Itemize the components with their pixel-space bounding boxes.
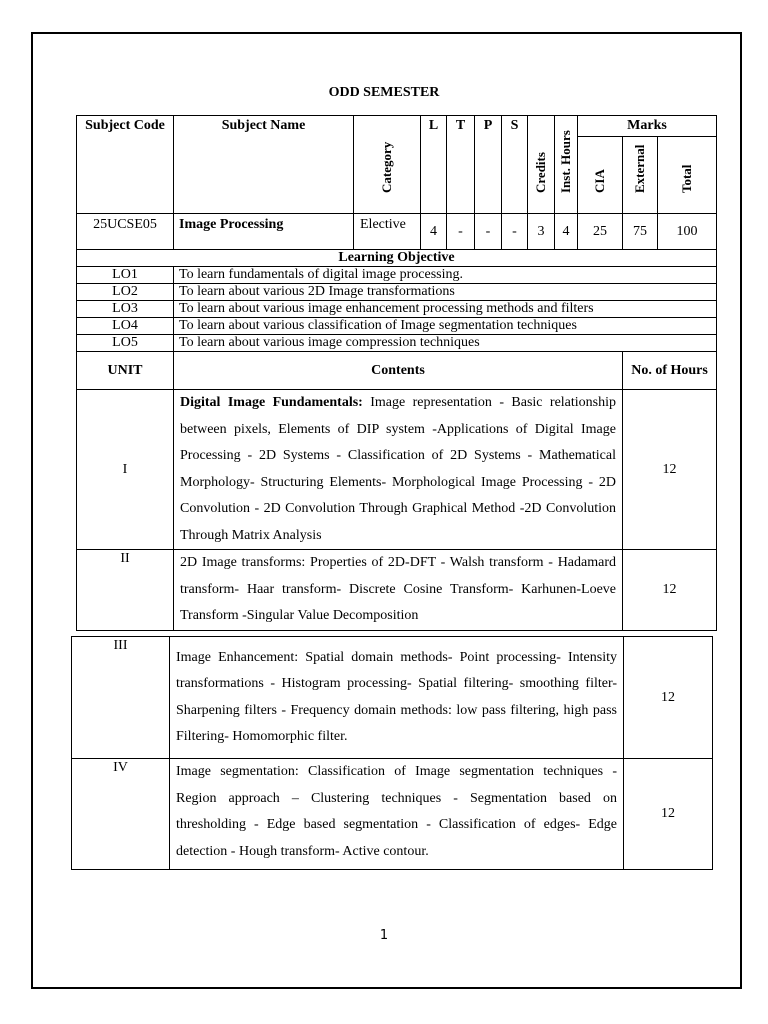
unit-header: UNIT	[77, 352, 174, 390]
objective-id: LO5	[77, 335, 174, 352]
course-l: 4	[421, 214, 447, 250]
unit-number: II	[77, 550, 174, 631]
unit-number: IV	[72, 759, 170, 870]
unit-contents: 2D Image transforms: Properties of 2D-DFT - Walsh transform - Hadamard transform- Haar transform- Discrete Cosine Transform- Karhunen-Loeve Transform -Singular Value Decomposition	[174, 550, 623, 631]
learning-objective-title: Learning Objective	[77, 250, 717, 267]
t-header: T	[447, 116, 475, 214]
unit-hours: 12	[623, 390, 717, 550]
page-title: ODD SEMESTER	[328, 85, 440, 100]
unit-lead: Digital Image Fundamentals:	[180, 395, 363, 410]
objective-row	[77, 267, 717, 284]
unit-row	[72, 759, 713, 870]
unit-hours: 12	[624, 759, 713, 870]
objective-text: To learn about various classification of Image segmentation techniques	[174, 318, 717, 335]
course-p: -	[475, 214, 502, 250]
credits-header: Credits	[528, 116, 555, 214]
unit-hours: 12	[623, 550, 717, 631]
objective-id: LO4	[77, 318, 174, 335]
objective-row	[77, 301, 717, 318]
l-header: L	[421, 116, 447, 214]
course-inst-hours: 4	[555, 214, 578, 250]
objective-text: To learn about various 2D Image transformations	[174, 284, 717, 301]
category-header: Category	[354, 116, 421, 214]
s-header: S	[502, 116, 528, 214]
course-code: 25UCSE05	[77, 214, 174, 250]
objective-id: LO1	[77, 267, 174, 284]
objective-row	[77, 284, 717, 301]
unit-contents: Digital Image Fundamentals: Image representation - Basic relationship between pixels, Elements of DIP system -Applications of Digital Image Processing - 2D Systems - Classification of 2D Systems - Mathematical Morphology- Structuring Elements- Morphological Image Processing - 2D Convolution - 2D Convolution Through Graphical Method -2D Convolution Through Matrix Analysis	[174, 390, 623, 550]
external-header: External	[623, 137, 658, 214]
objective-row	[77, 335, 717, 352]
marks-header: Marks	[578, 116, 717, 137]
course-t: -	[447, 214, 475, 250]
objective-text: To learn fundamentals of digital image processing.	[174, 267, 717, 284]
total-header: Total	[658, 137, 717, 214]
course-category: Elective	[354, 214, 421, 250]
subject-name-header: Subject Name	[174, 116, 354, 214]
unit-number: I	[77, 390, 174, 550]
inst-hours-header: Inst. Hours	[555, 116, 578, 214]
syllabus-table	[76, 115, 717, 631]
subject-code-header: Subject Code	[77, 116, 174, 214]
objective-row	[77, 318, 717, 335]
course-cia: 25	[578, 214, 623, 250]
unit-contents: Image Enhancement: Spatial domain methods- Point processing- Intensity transformations - Histogram processing- Spatial filtering- smoothing filter- Sharpening filters - Frequency domain methods: low pass filtering, high pass Filtering- Homomorphic filter.	[170, 637, 624, 759]
course-total: 100	[658, 214, 717, 250]
course-row	[77, 214, 717, 250]
unit-row	[77, 390, 717, 550]
unit-row	[77, 550, 717, 631]
course-credits: 3	[528, 214, 555, 250]
p-header: P	[475, 116, 502, 214]
objective-id: LO2	[77, 284, 174, 301]
objective-text: To learn about various image compression techniques	[174, 335, 717, 352]
unit-number: III	[72, 637, 170, 759]
course-s: -	[502, 214, 528, 250]
syllabus-table-continued	[71, 636, 713, 870]
hours-header: No. of Hours	[623, 352, 717, 390]
objective-text: To learn about various image enhancement processing methods and filters	[174, 301, 717, 318]
unit-row	[72, 637, 713, 759]
unit-contents: Image segmentation: Classification of Image segmentation techniques - Region approach – Clustering techniques - Segmentation based on thresholding - Edge based segmentation - Classification of edges- Edge detection - Hough transform- Active contour.	[170, 759, 624, 870]
cia-header: CIA	[578, 137, 623, 214]
objective-id: LO3	[77, 301, 174, 318]
course-external: 75	[623, 214, 658, 250]
unit-hours: 12	[624, 637, 713, 759]
course-name: Image Processing	[174, 214, 354, 250]
contents-header: Contents	[174, 352, 623, 390]
page-number: 1	[379, 928, 389, 943]
